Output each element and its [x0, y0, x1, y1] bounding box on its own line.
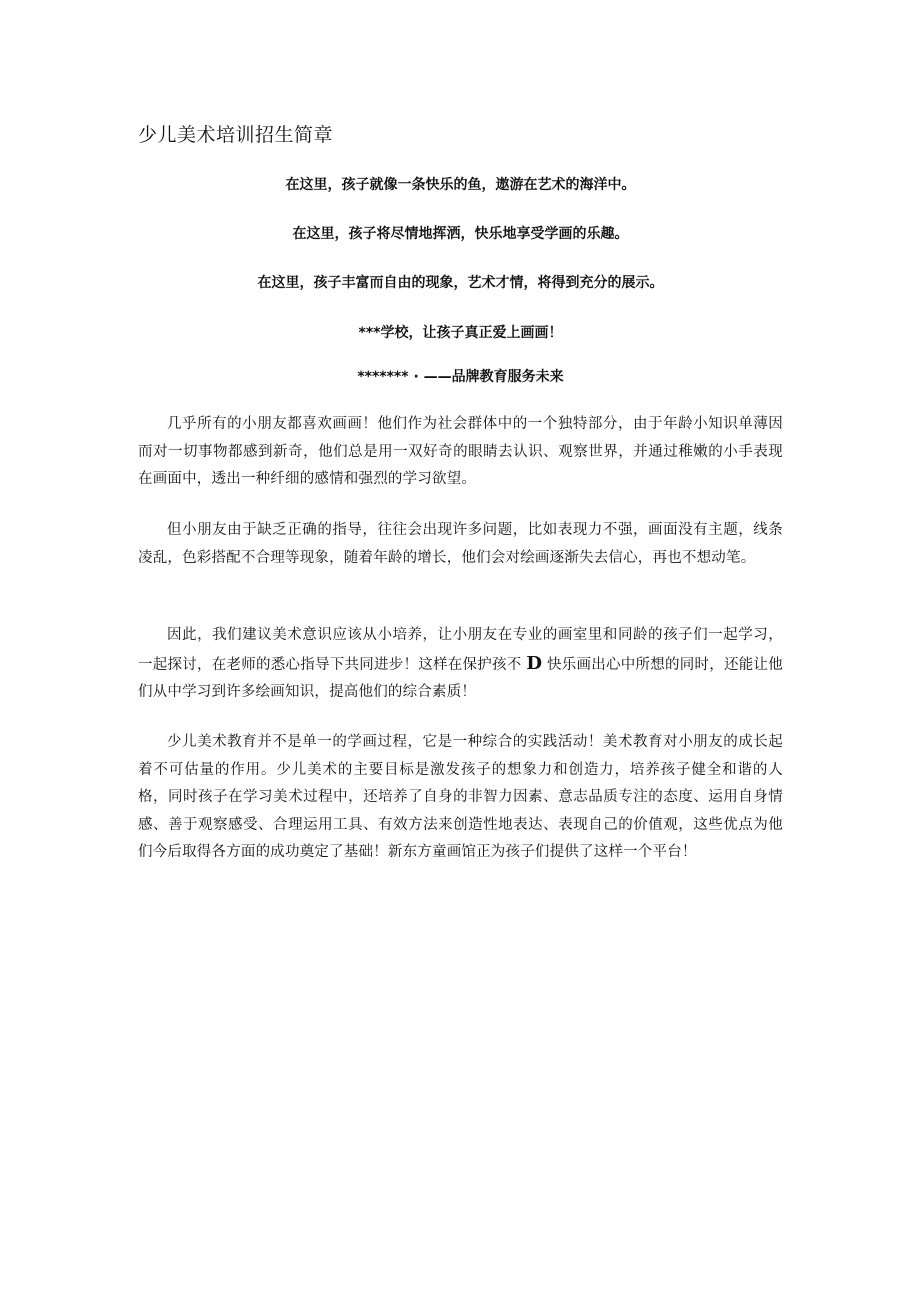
paragraph-2: 但小朋友由于缺乏正确的指导，往往会出现许多问题，比如表现力不强，画面没有主题，线条凌乱，色彩搭配不合理等现象，随着年龄的增长，他们会对绘画逐渐失去信心，再也不想动笔。: [138, 522, 783, 566]
slogan-line-4: ***学校，让孩子真正爱上画画！: [358, 325, 563, 341]
paragraph-1: 几乎所有的小朋友都喜欢画画！他们作为社会群体中的一个独特部分，由于年龄小知识单薄因而对一切事物都感到新奇，他们总是用一双好奇的眼睛去认识、观察世界，并通过稚嫩的小手表现在画面中，透出一种纤细的感情和强烈的学习欲望。: [138, 416, 783, 487]
paragraph-3-block: [138, 622, 783, 707]
slogan-line-3: 在这里，孩子丰富而自由的现象，艺术才情，将得到充分的展示。: [257, 275, 664, 291]
paragraph-3-part-2: 快乐画出心中所想的同时，还能让他们从中学习到许多绘画知识，提高他们的综合素质！: [138, 656, 783, 700]
slogan-line-1: 在这里，孩子就像一条快乐的鱼，遨游在艺术的海洋中。: [285, 177, 636, 193]
document-title: 少儿美术培训招生简章: [138, 124, 334, 146]
paragraph-1-block: [138, 411, 783, 494]
paragraph-3-mark: D: [526, 652, 543, 674]
paragraph-4-block: [138, 729, 783, 867]
paragraph-2-block: [138, 517, 783, 572]
paragraph-3-part-1: 因此，我们建议美术意识应该从小培养，让小朋友在专业的画室里和同龄的孩子们一起学习，一起探讨，在老师的悉心指导下共同进步！这样在保护孩不: [138, 627, 783, 673]
paragraph-3: [138, 622, 783, 707]
paragraph-4: 少儿美术教育并不是单一的学画过程，它是一种综合的实践活动！美术教育对小朋友的成长起着不可估量的作用。少儿美术的主要目标是激发孩子的想象力和创造力，培养孩子健全和谐的人格，同时孩子在学习美术过程中，还培养了自身的非智力因素、意志品质专注的态度、运用自身情感、善于观察感受、合理运用工具、有效方法来创造性地表达、表现自己的价值观，这些优点为他们今后取得各方面的成功奠定了基础！新东方童画馆正为孩子们提供了这样一个平台！: [138, 734, 783, 860]
slogan-line-2: 在这里，孩子将尽情地挥洒，快乐地享受学画的乐趣。: [292, 226, 629, 242]
slogan-line-5: ******* · ——品牌教育服务未来: [357, 369, 564, 385]
